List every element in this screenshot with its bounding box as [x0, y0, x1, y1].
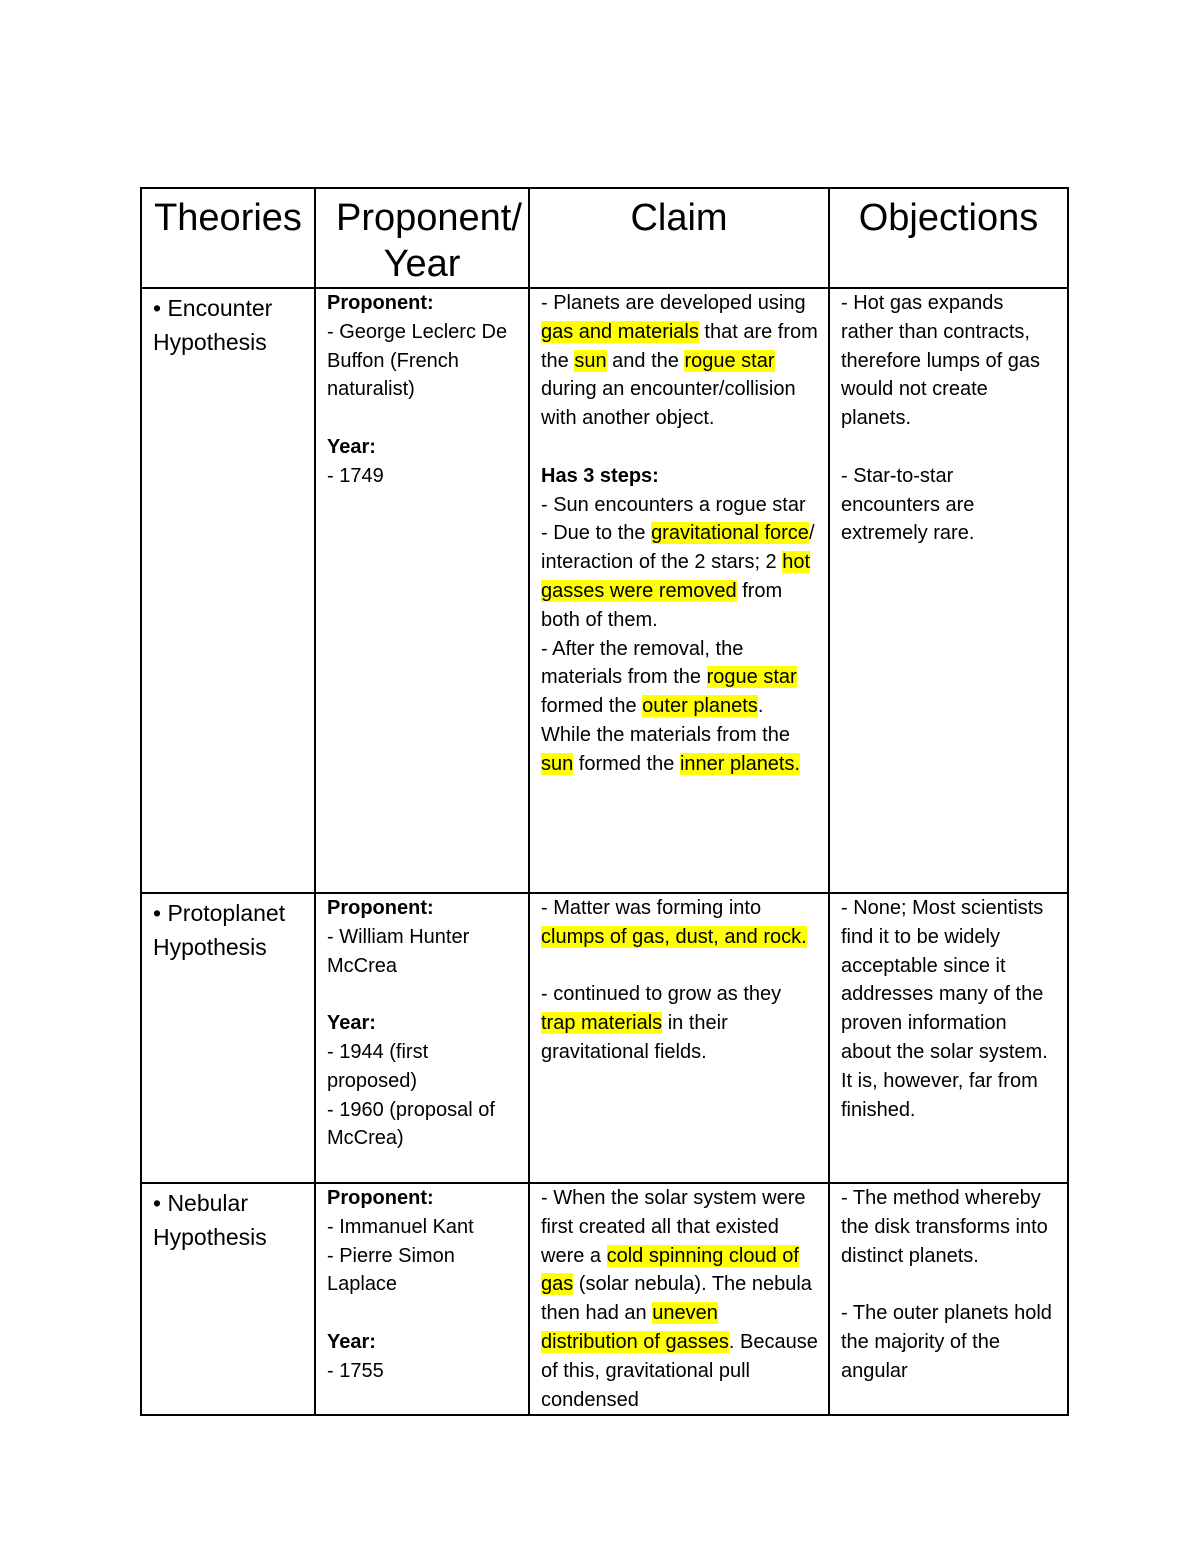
- proponent-label: Proponent:: [327, 292, 434, 314]
- claim-paragraph: - When the solar system were first created all that existed were a cold spinning cloud of gas (solar nebula). The nebula then had an uneven distribution of gasses. Because of this, gravitational pull condensed: [541, 1187, 818, 1411]
- highlight: rogue star: [684, 349, 775, 372]
- theory-cell: [141, 288, 315, 893]
- highlight: hot gasses were removed: [541, 551, 811, 602]
- highlight: gravitational force: [651, 522, 809, 545]
- objection-item: - The outer planets hold the majority of the angular: [841, 1302, 1052, 1382]
- year-value: - 1944 (first proposed): [327, 1040, 429, 1092]
- year-value: - 1755: [327, 1359, 384, 1382]
- header-row: [141, 188, 1068, 288]
- table-row: [141, 893, 1068, 1183]
- objections-cell: [829, 893, 1068, 1183]
- highlight: rogue star: [706, 666, 797, 689]
- highlight: sun: [541, 752, 574, 775]
- claim-paragraph: - Planets are developed using gas and materials that are from the sun and the rogue star during an encounter/collision with another object.: [541, 292, 818, 430]
- claim-cell: [529, 288, 829, 893]
- objection-item: - Star-to-star encounters are extremely rare.: [841, 464, 975, 545]
- proponent-cell: [315, 893, 529, 1183]
- highlight: sun: [574, 349, 607, 372]
- claim-cell: [529, 893, 829, 1183]
- theories-table: [140, 187, 1069, 1416]
- highlight: outer planets: [642, 695, 758, 718]
- claim-paragraph: - Matter was forming into clumps of gas, dust, and rock.: [541, 897, 807, 948]
- proponent-name: - Pierre Simon Laplace: [327, 1244, 455, 1296]
- step-item: - Sun encounters a rogue star: [541, 493, 806, 516]
- year-label: Year:: [327, 435, 376, 458]
- table-row: [141, 288, 1068, 893]
- claim-cell: [529, 1183, 829, 1415]
- year-label: Year:: [327, 1330, 376, 1353]
- proponent-label: Proponent:: [327, 1187, 434, 1209]
- objections-cell: [829, 288, 1068, 893]
- objection-item: - None; Most scientists find it to be widely acceptable since it addresses many of the proven information about the solar system. It is, however, far from finished.: [841, 897, 1048, 1121]
- objections-cell: [829, 1183, 1068, 1415]
- table-row: [141, 1183, 1068, 1415]
- header-objections: Objections: [829, 188, 1068, 288]
- year-value: - 1749: [327, 464, 384, 487]
- proponent-cell: [315, 288, 529, 893]
- header-theories: Theories: [141, 188, 315, 288]
- highlight: gas and materials: [541, 320, 699, 343]
- theory-cell: [141, 1183, 315, 1415]
- header-claim: Claim: [529, 188, 829, 288]
- year-label: Year:: [327, 1012, 376, 1035]
- highlight: trap materials: [541, 1012, 663, 1035]
- highlight: inner planets.: [679, 752, 801, 775]
- objection-item: - The method whereby the disk transforms into distinct planets.: [841, 1187, 1048, 1267]
- highlight: uneven distribution of gasses: [541, 1302, 729, 1353]
- objection-item: - Hot gas expands rather than contracts, therefore lumps of gas would not create planets.: [841, 292, 1040, 430]
- theory-name: • Protoplanet Hypothesis: [153, 900, 286, 960]
- header-proponent-year: Proponent/ Year: [315, 188, 529, 288]
- theory-name: • Encounter Hypothesis: [153, 295, 273, 355]
- claim-paragraph: - continued to grow as they trap materials in their gravitational fields.: [541, 983, 782, 1063]
- year-value: - 1960 (proposal of McCrea): [327, 1098, 495, 1150]
- proponent-name: - Immanuel Kant: [327, 1215, 474, 1238]
- step-item: - Due to the gravitational force/ interaction of the 2 stars; 2 hot gasses were removed from both of them.: [541, 522, 815, 631]
- proponent-label: Proponent:: [327, 897, 434, 919]
- step-item: - After the removal, the materials from the rogue star formed the outer planets. While the materials from the sun formed the inner planets.: [541, 637, 801, 775]
- proponent-name: - George Leclerc De Buffon (French naturalist): [327, 320, 508, 401]
- highlight: cold spinning cloud of gas: [541, 1244, 799, 1296]
- proponent-cell: [315, 1183, 529, 1415]
- steps-label: Has 3 steps:: [541, 464, 659, 487]
- highlight: clumps of gas, dust, and rock.: [541, 925, 807, 948]
- proponent-name: - William Hunter McCrea: [327, 925, 470, 977]
- theory-cell: [141, 893, 315, 1183]
- theory-name: • Nebular Hypothesis: [153, 1190, 267, 1250]
